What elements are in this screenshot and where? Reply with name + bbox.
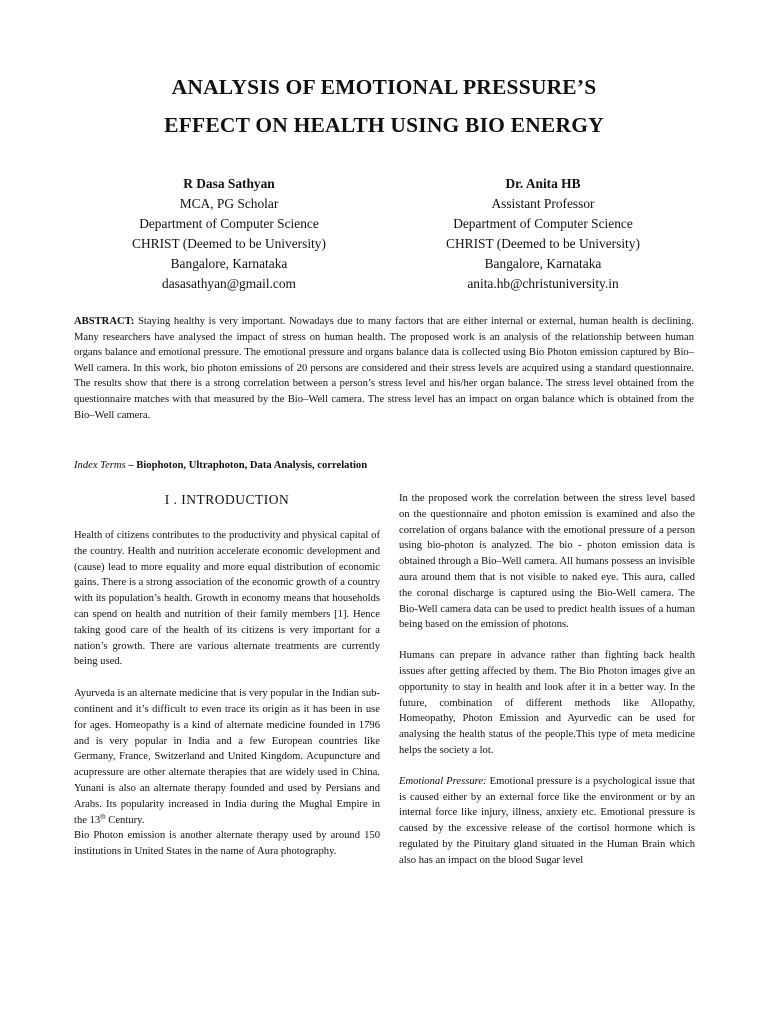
author-block-2: [378, 174, 708, 294]
author-email: anita.hb@christuniversity.in: [467, 276, 619, 291]
index-terms-label: Index Terms: [74, 460, 126, 471]
paragraph-text: Emotional pressure is a psychological issue that is caused either by an external force like the environment or by an internal force like injury, illness, anxiety etc. Emotional pressure is caused by the excessive release of the cortisol hormone which is regulated by the Pituitary gland situated in the Human Brain which also has an impact on the blood Sugar level: [399, 775, 695, 866]
abstract-label: ABSTRACT:: [74, 316, 135, 327]
intro-paragraph-3: Bio Photon emission is another alternate therapy used by around 150 institutions in United States in the name of Aura photography.: [74, 830, 380, 858]
title-line-2: EFFECT ON HEALTH USING BIO ENERGY: [164, 113, 604, 137]
paragraph-text-end: Century.: [105, 814, 145, 826]
superscript: th: [100, 812, 106, 821]
author-email: dasasathyan@gmail.com: [162, 276, 296, 291]
author-name: Dr. Anita HB: [505, 176, 581, 191]
emotional-pressure-label: Emotional Pressure:: [399, 775, 487, 787]
index-terms: [74, 458, 694, 473]
section-heading: I . INTRODUCTION: [164, 492, 290, 507]
abstract-text: Staying healthy is very important. Nowadays due to many factors that are either internal or external, human health is declining. Many researchers have analysed the impact of stress on human health. The proposed work is an analysis of the relationship between human organs balance and emotional pressure. The emotional pressure and organs balance data is collected using Bio Photon emission captured by Bio–Well camera. In this work, bio photon emissions of 20 persons are considered and their stress levels are acquired using a standard questionnaire. The results show that there is a strong correlation between a person’s stress level and his/her organ balance. The stress level obtained from the questionnaire matches with that measured by the Bio–Well camera. The stress level has an impact on organ balance which is obtained from the Bio–Well camera.: [74, 316, 694, 421]
index-terms-list: Biophoton, Ultraphoton, Data Analysis, correlation: [136, 460, 368, 471]
author-department: Department of Computer Science: [139, 216, 319, 231]
author-institution: CHRIST (Deemed to be University): [132, 236, 326, 251]
author-name: R Dasa Sathyan: [183, 176, 275, 191]
paper-title: [60, 68, 708, 144]
author-role: Assistant Professor: [491, 196, 595, 211]
index-terms-separator: –: [125, 460, 137, 471]
author-department: Department of Computer Science: [453, 216, 633, 231]
author-location: Bangalore, Karnataka: [484, 256, 602, 271]
right-paragraph-2: Humans can prepare in advance rather than fighting back health issues after getting affected by them. The Bio Photon images give an opportunity to stay in health and look after it in a better way. In the future, combination of different methods like Allopathy, Homeopathy, Photon Emission and Ayurvedic can be used for analysing the health status of the people.This type of meta medicine helps the society a lot.: [399, 650, 695, 756]
author-block-1: [64, 174, 394, 294]
intro-paragraph-2: [74, 686, 380, 828]
author-role: MCA, PG Scholar: [179, 196, 279, 211]
abstract: [74, 314, 694, 423]
right-column: [399, 491, 695, 869]
author-location: Bangalore, Karnataka: [170, 256, 288, 271]
author-institution: CHRIST (Deemed to be University): [446, 236, 640, 251]
title-line-1: ANALYSIS OF EMOTIONAL PRESSURE’S: [171, 75, 597, 99]
left-column: [74, 528, 380, 860]
right-paragraph-1: In the proposed work the correlation between the stress level based on the questionnaire and photon emission is examined and also the correlation of organs balance with the emotional pressure of a person using bio-photon is analyzed. The bio - photon emission data is obtained through a Bio–Well camera. All humans possess an invisible aura around them that is not visible to naked eye. This aura, called the coronal discharge is captured using the Bio-Well camera. The Bio-Well camera data can be used to predict health issues of a human being based on the emission of photons.: [399, 493, 695, 631]
paragraph-text: Ayurveda is an alternate medicine that is very popular in the Indian sub-continent and it’s difficult to even trace its origin as it has been in use for ages. Homeopathy is a kind of alternate medicine founded in 1796 and is very popular in India and a few European countries like Germany, France, Switzerland and United Kingdom. Acupuncture and acupressure are other alternate therapies that are widely used in China. Yunani is also an alternate therapy founded and used by Persians and Arabs. Its popularity increased in India during the Mughal Empire in the 13: [74, 688, 380, 826]
right-paragraph-3: [399, 774, 695, 869]
intro-paragraph-1: Health of citizens contributes to the productivity and physical capital of the country. Health and nutrition accelerate economic development and (cause) lead to more equality and more equal distribution of economic gains. There is a strong association of the economic growth of a country with its population’s health. Growth in economy means that households can spend on health and nutrition of their family members [1]. Hence taking good care of the health of its citizens is very important for a nation’s growth. There are various alternate treatments are currently being used.: [74, 530, 380, 668]
